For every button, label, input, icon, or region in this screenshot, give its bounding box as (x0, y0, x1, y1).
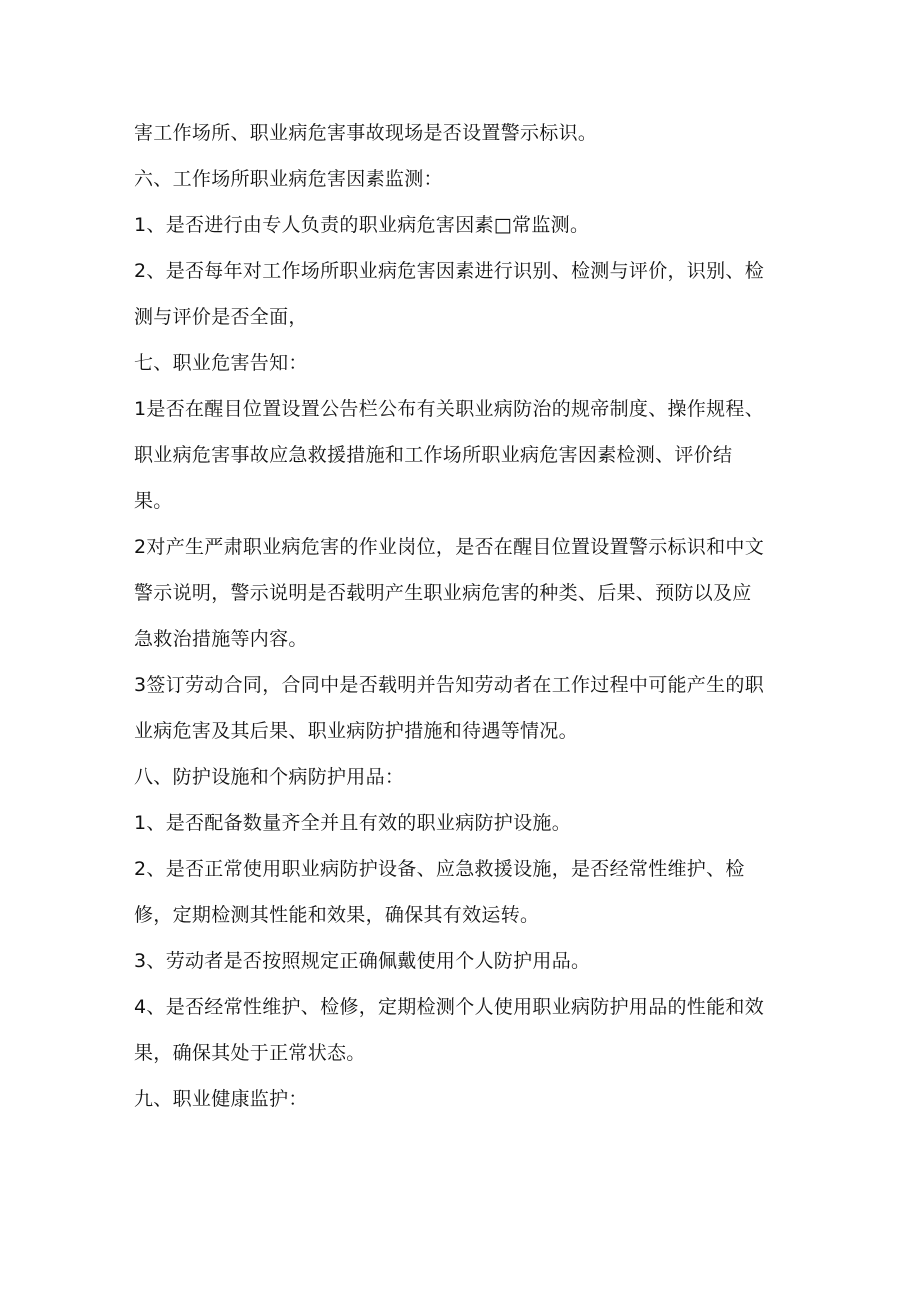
list-item-6-2: 2、是否每年对工作场所职业病危害因素进行识别、检测与评价，识别、检 (134, 260, 764, 282)
section-heading-9: 九、职业健康监护： (134, 1088, 308, 1110)
list-item-6-2-cont: 测与评价是否全面， (134, 306, 308, 328)
list-item-7-1-cont: 果。 (134, 490, 173, 512)
list-item-7-3-cont: 业病危害及其后果、职业病防护措施和待遇等情况。 (134, 720, 578, 742)
list-item-8-2-cont: 修，定期检测其性能和效果，确保其有效运转。 (134, 904, 540, 926)
list-item-7-2-cont: 警示说明，警示说明是否载明产生职业病危害的种类、后果、预防以及应 (134, 582, 752, 604)
text-line-continuation: 害工作场所、职业病危害事故现场是否设置警示标识。 (134, 122, 598, 144)
list-item-7-1: 1是否在醒目位置设置公告栏公布有关职业病防治的规帝制度、操作规程、 (134, 398, 764, 420)
list-item-7-2: 2对产生严肃职业病危害的作业岗位，是否在醒目位置设置警示标识和中文 (134, 536, 764, 558)
list-item-7-2-cont: 急救治措施等内容。 (134, 628, 308, 650)
section-heading-7: 七、职业危害告知： (134, 352, 308, 374)
list-item-8-1: 1、是否配备数量齐全并且有效的职业病防护设施。 (134, 812, 571, 834)
list-item-8-4: 4、是否经常性维护、检修，定期检测个人使用职业病防护用品的性能和效 (134, 996, 764, 1018)
list-item-8-2: 2、是否正常使用职业病防护设备、应急救援设施，是否经常性维护、检 (134, 858, 745, 880)
list-item-8-3: 3、劳动者是否按照规定正确佩戴使用个人防护用品。 (134, 950, 591, 972)
section-heading-6: 六、工作场所职业病危害因素监测： (134, 168, 443, 190)
list-item-7-1-cont: 职业病危害事故应急救援措施和工作场所职业病危害因素检测、评价结 (134, 444, 733, 466)
list-item-6-1: 1、是否进行由专人负责的职业病危害因素□常监测。 (134, 214, 590, 236)
section-heading-8: 八、防护设施和个病防护用品： (134, 766, 405, 788)
document-body (134, 114, 794, 1126)
list-item-7-3: 3签订劳动合同，合同中是否载明并告知劳动者在工作过程中可能产生的职 (134, 674, 764, 696)
list-item-8-4-cont: 果，确保其处于正常状态。 (134, 1042, 366, 1064)
